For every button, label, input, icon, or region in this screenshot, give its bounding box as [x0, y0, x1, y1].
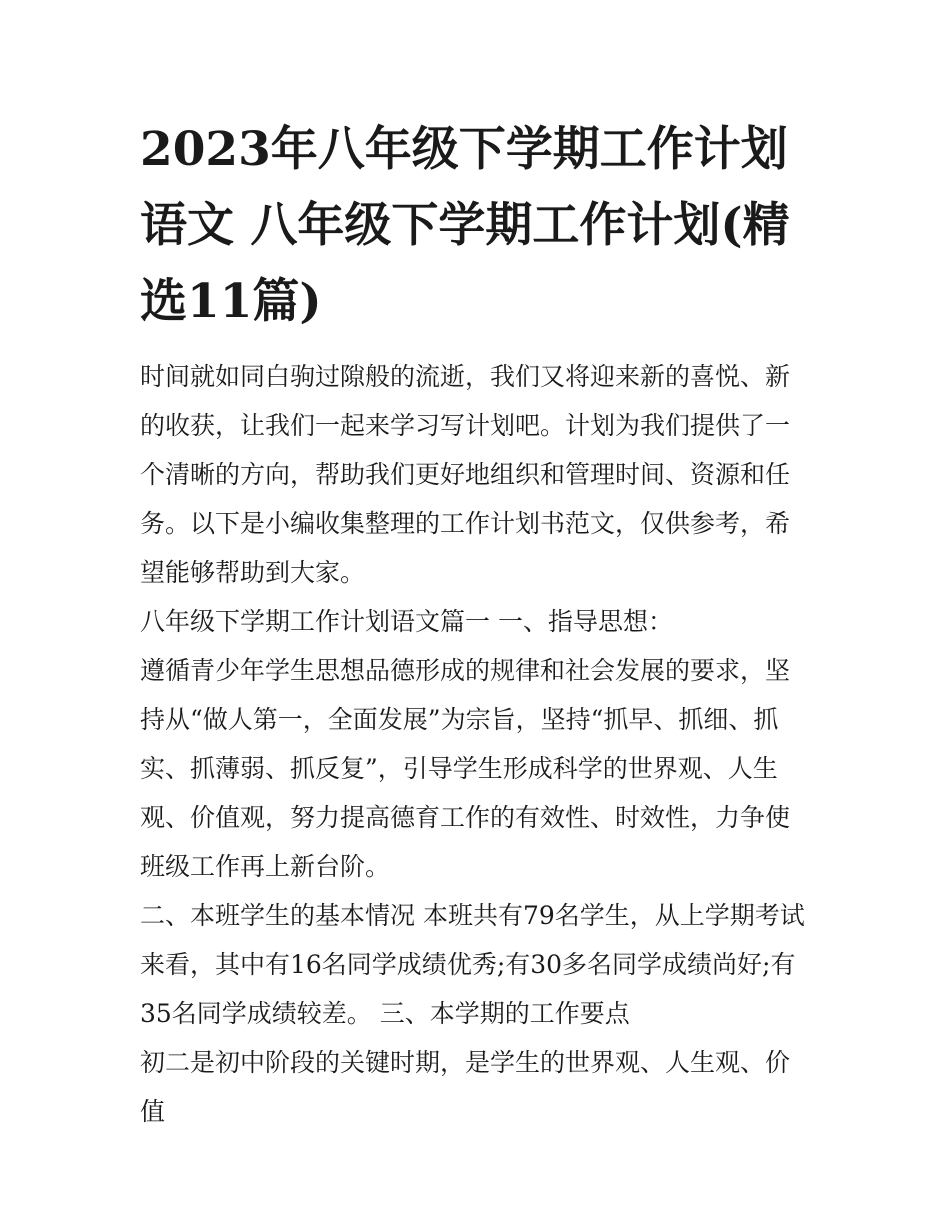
- document-page: [140, 112, 812, 1136]
- paragraph-work-points: 初二是初中阶段的关键时期，是学生的世界观、人生观、价值: [140, 1048, 791, 1126]
- paragraph-class-situation: 二、本班学生的基本情况 本班共有79名学生，从上学期考试来看，其中有16名同学成绩优秀;有30多名同学成绩尚好;有35名同学成绩较差。 三、本学期的工作要点: [140, 901, 805, 1028]
- document-title: 2023年八年级下学期工作计划语文 八年级下学期工作计划(精选11篇): [140, 122, 790, 329]
- paragraph-section-one-heading: 八年级下学期工作计划语文篇一 一、指导思想：: [140, 607, 673, 636]
- paragraph-guiding-ideology: 遵循青少年学生思想品德形成的规律和社会发展的要求，坚持从“做人第一，全面发展”为宗旨，坚持“抓早、抓细、抓实、抓薄弱、抓反复”，引导学生形成科学的世界观、人生观、价值观，努力提高德育工作的有效性、时效性，力争使班级工作再上新台阶。: [140, 656, 791, 881]
- paragraph-intro: 时间就如同白驹过隙般的流逝，我们又将迎来新的喜悦、新的收获，让我们一起来学习写计划吧。计划为我们提供了一个清晰的方向，帮助我们更好地组织和管理时间、资源和任务。以下是小编收集整理的工作计划书范文，仅供参考，希望能够帮助到大家。: [140, 362, 791, 587]
